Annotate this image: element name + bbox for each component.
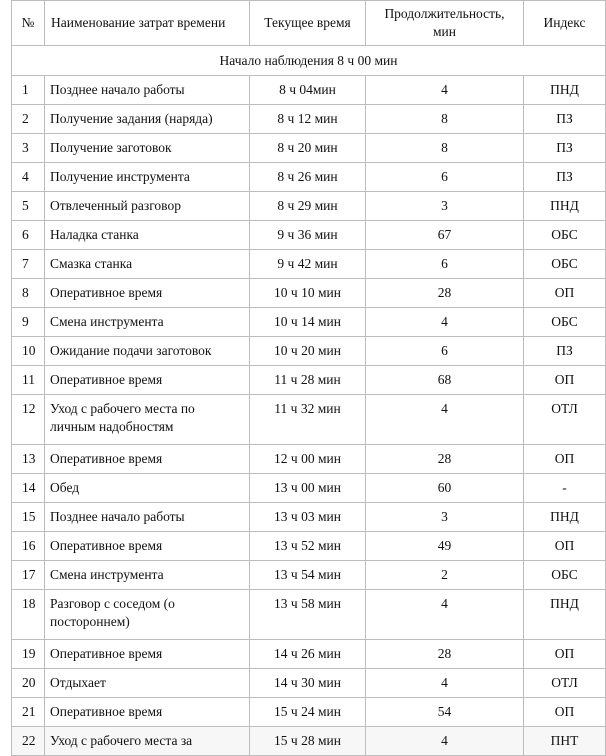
row-name-cell: Обед: [45, 474, 250, 503]
row-num-cell: 2: [12, 105, 45, 134]
row-duration-cell: 28: [366, 445, 524, 474]
row-index-cell: ОТЛ: [524, 669, 606, 698]
row-name-cell: Отвлеченный разговор: [45, 192, 250, 221]
time-observation-table: [11, 0, 606, 756]
row-index-cell: ПНД: [524, 192, 606, 221]
row-name-cell: Получение задания (наряда): [45, 105, 250, 134]
table-row: [12, 727, 606, 756]
row-time-cell: 11 ч 28 мин: [250, 366, 366, 395]
row-index-cell: ПНТ: [524, 727, 606, 756]
row-duration-cell: 4: [366, 590, 524, 640]
row-duration-cell: 6: [366, 337, 524, 366]
row-time-cell: 8 ч 29 мин: [250, 192, 366, 221]
row-num-cell: 16: [12, 532, 45, 561]
row-index-cell: ОТЛ: [524, 395, 606, 445]
row-index-cell: ОП: [524, 445, 606, 474]
row-time-cell: 10 ч 14 мин: [250, 308, 366, 337]
row-name-cell: Позднее начало работы: [45, 76, 250, 105]
row-name-cell: Смена инструмента: [45, 308, 250, 337]
row-name-cell: Разговор с соседом (о постороннем): [45, 590, 250, 640]
row-index-cell: ПНД: [524, 76, 606, 105]
table-row: [12, 105, 606, 134]
row-num-cell: 21: [12, 698, 45, 727]
table-row: [12, 308, 606, 337]
row-index-cell: ОБС: [524, 250, 606, 279]
row-num-cell: 11: [12, 366, 45, 395]
row-index-cell: ОБС: [524, 561, 606, 590]
header-row: [12, 1, 606, 46]
row-num-cell: 15: [12, 503, 45, 532]
row-num-cell: 20: [12, 669, 45, 698]
row-name-cell: Получение заготовок: [45, 134, 250, 163]
row-index-cell: ОБС: [524, 221, 606, 250]
table-row: [12, 279, 606, 308]
row-name-cell: Смазка станка: [45, 250, 250, 279]
row-time-cell: 10 ч 10 мин: [250, 279, 366, 308]
row-duration-cell: 2: [366, 561, 524, 590]
row-num-cell: 17: [12, 561, 45, 590]
section-title: Начало наблюдения 8 ч 00 мин: [12, 46, 606, 76]
row-time-cell: 8 ч 04мин: [250, 76, 366, 105]
section-row: [12, 46, 606, 76]
row-index-cell: ПЗ: [524, 105, 606, 134]
row-num-cell: 3: [12, 134, 45, 163]
row-name-cell: Ожидание подачи заготовок: [45, 337, 250, 366]
row-index-cell: ОП: [524, 366, 606, 395]
row-duration-cell: 8: [366, 134, 524, 163]
row-time-cell: 14 ч 30 мин: [250, 669, 366, 698]
table-row: [12, 192, 606, 221]
row-num-cell: 12: [12, 395, 45, 445]
row-duration-cell: 4: [366, 395, 524, 445]
row-time-cell: 13 ч 58 мин: [250, 590, 366, 640]
row-name-cell: Уход с рабочего места по личным надобностям: [45, 395, 250, 445]
row-index-cell: ОП: [524, 279, 606, 308]
row-time-cell: 10 ч 20 мин: [250, 337, 366, 366]
table-row: [12, 221, 606, 250]
row-num-cell: 4: [12, 163, 45, 192]
table-row: [12, 134, 606, 163]
row-name-cell: Оперативное время: [45, 532, 250, 561]
row-duration-cell: 28: [366, 640, 524, 669]
row-index-cell: ОП: [524, 698, 606, 727]
row-name-cell: Наладка станка: [45, 221, 250, 250]
row-name-cell: Оперативное время: [45, 698, 250, 727]
row-num-cell: 9: [12, 308, 45, 337]
row-time-cell: 11 ч 32 мин: [250, 395, 366, 445]
row-time-cell: 12 ч 00 мин: [250, 445, 366, 474]
row-name-cell: Получение инструмента: [45, 163, 250, 192]
header-index: Индекс: [524, 1, 606, 46]
row-index-cell: ОП: [524, 532, 606, 561]
row-name-cell: Уход с рабочего места за: [45, 727, 250, 756]
row-duration-cell: 60: [366, 474, 524, 503]
header-name: Наименование затрат времени: [45, 1, 250, 46]
row-index-cell: -: [524, 474, 606, 503]
row-duration-cell: 3: [366, 503, 524, 532]
row-duration-cell: 3: [366, 192, 524, 221]
row-index-cell: ОБС: [524, 308, 606, 337]
row-index-cell: ПЗ: [524, 163, 606, 192]
row-num-cell: 7: [12, 250, 45, 279]
row-name-cell: Оперативное время: [45, 640, 250, 669]
row-duration-cell: 4: [366, 76, 524, 105]
table-row: [12, 445, 606, 474]
row-num-cell: 6: [12, 221, 45, 250]
row-name-cell: Оперативное время: [45, 445, 250, 474]
table-row: [12, 698, 606, 727]
table-row: [12, 250, 606, 279]
row-name-cell: Смена инструмента: [45, 561, 250, 590]
row-name-cell: Отдыхает: [45, 669, 250, 698]
row-index-cell: ПЗ: [524, 134, 606, 163]
row-num-cell: 22: [12, 727, 45, 756]
row-time-cell: 14 ч 26 мин: [250, 640, 366, 669]
row-num-cell: 10: [12, 337, 45, 366]
row-num-cell: 14: [12, 474, 45, 503]
row-index-cell: ПНД: [524, 503, 606, 532]
row-time-cell: 13 ч 52 мин: [250, 532, 366, 561]
row-index-cell: ОП: [524, 640, 606, 669]
row-time-cell: 13 ч 00 мин: [250, 474, 366, 503]
row-duration-cell: 6: [366, 163, 524, 192]
table-row: [12, 561, 606, 590]
row-time-cell: 9 ч 36 мин: [250, 221, 366, 250]
table-row: [12, 337, 606, 366]
row-duration-cell: 4: [366, 727, 524, 756]
table-row: [12, 640, 606, 669]
table-row: [12, 532, 606, 561]
row-duration-cell: 6: [366, 250, 524, 279]
row-time-cell: 15 ч 24 мин: [250, 698, 366, 727]
header-time: Текущее время: [250, 1, 366, 46]
row-index-cell: ПНД: [524, 590, 606, 640]
row-duration-cell: 4: [366, 669, 524, 698]
row-time-cell: 13 ч 03 мин: [250, 503, 366, 532]
row-name-cell: Оперативное время: [45, 279, 250, 308]
row-duration-cell: 8: [366, 105, 524, 134]
row-time-cell: 8 ч 12 мин: [250, 105, 366, 134]
row-duration-cell: 67: [366, 221, 524, 250]
row-time-cell: 8 ч 26 мин: [250, 163, 366, 192]
row-duration-cell: 54: [366, 698, 524, 727]
table-row: [12, 366, 606, 395]
table-row: [12, 395, 606, 445]
row-num-cell: 1: [12, 76, 45, 105]
row-name-cell: Позднее начало работы: [45, 503, 250, 532]
header-num: №: [12, 1, 45, 46]
row-time-cell: 15 ч 28 мин: [250, 727, 366, 756]
row-name-cell: Оперативное время: [45, 366, 250, 395]
row-num-cell: 5: [12, 192, 45, 221]
header-duration: Продолжительность, мин: [366, 1, 524, 46]
row-num-cell: 18: [12, 590, 45, 640]
table-row: [12, 163, 606, 192]
row-time-cell: 9 ч 42 мин: [250, 250, 366, 279]
row-num-cell: 13: [12, 445, 45, 474]
row-time-cell: 8 ч 20 мин: [250, 134, 366, 163]
row-duration-cell: 68: [366, 366, 524, 395]
table-row: [12, 503, 606, 532]
row-index-cell: ПЗ: [524, 337, 606, 366]
row-num-cell: 8: [12, 279, 45, 308]
table-row: [12, 76, 606, 105]
table-row: [12, 669, 606, 698]
row-duration-cell: 49: [366, 532, 524, 561]
row-duration-cell: 28: [366, 279, 524, 308]
row-num-cell: 19: [12, 640, 45, 669]
row-duration-cell: 4: [366, 308, 524, 337]
table-row: [12, 590, 606, 640]
table-row: [12, 474, 606, 503]
row-time-cell: 13 ч 54 мин: [250, 561, 366, 590]
